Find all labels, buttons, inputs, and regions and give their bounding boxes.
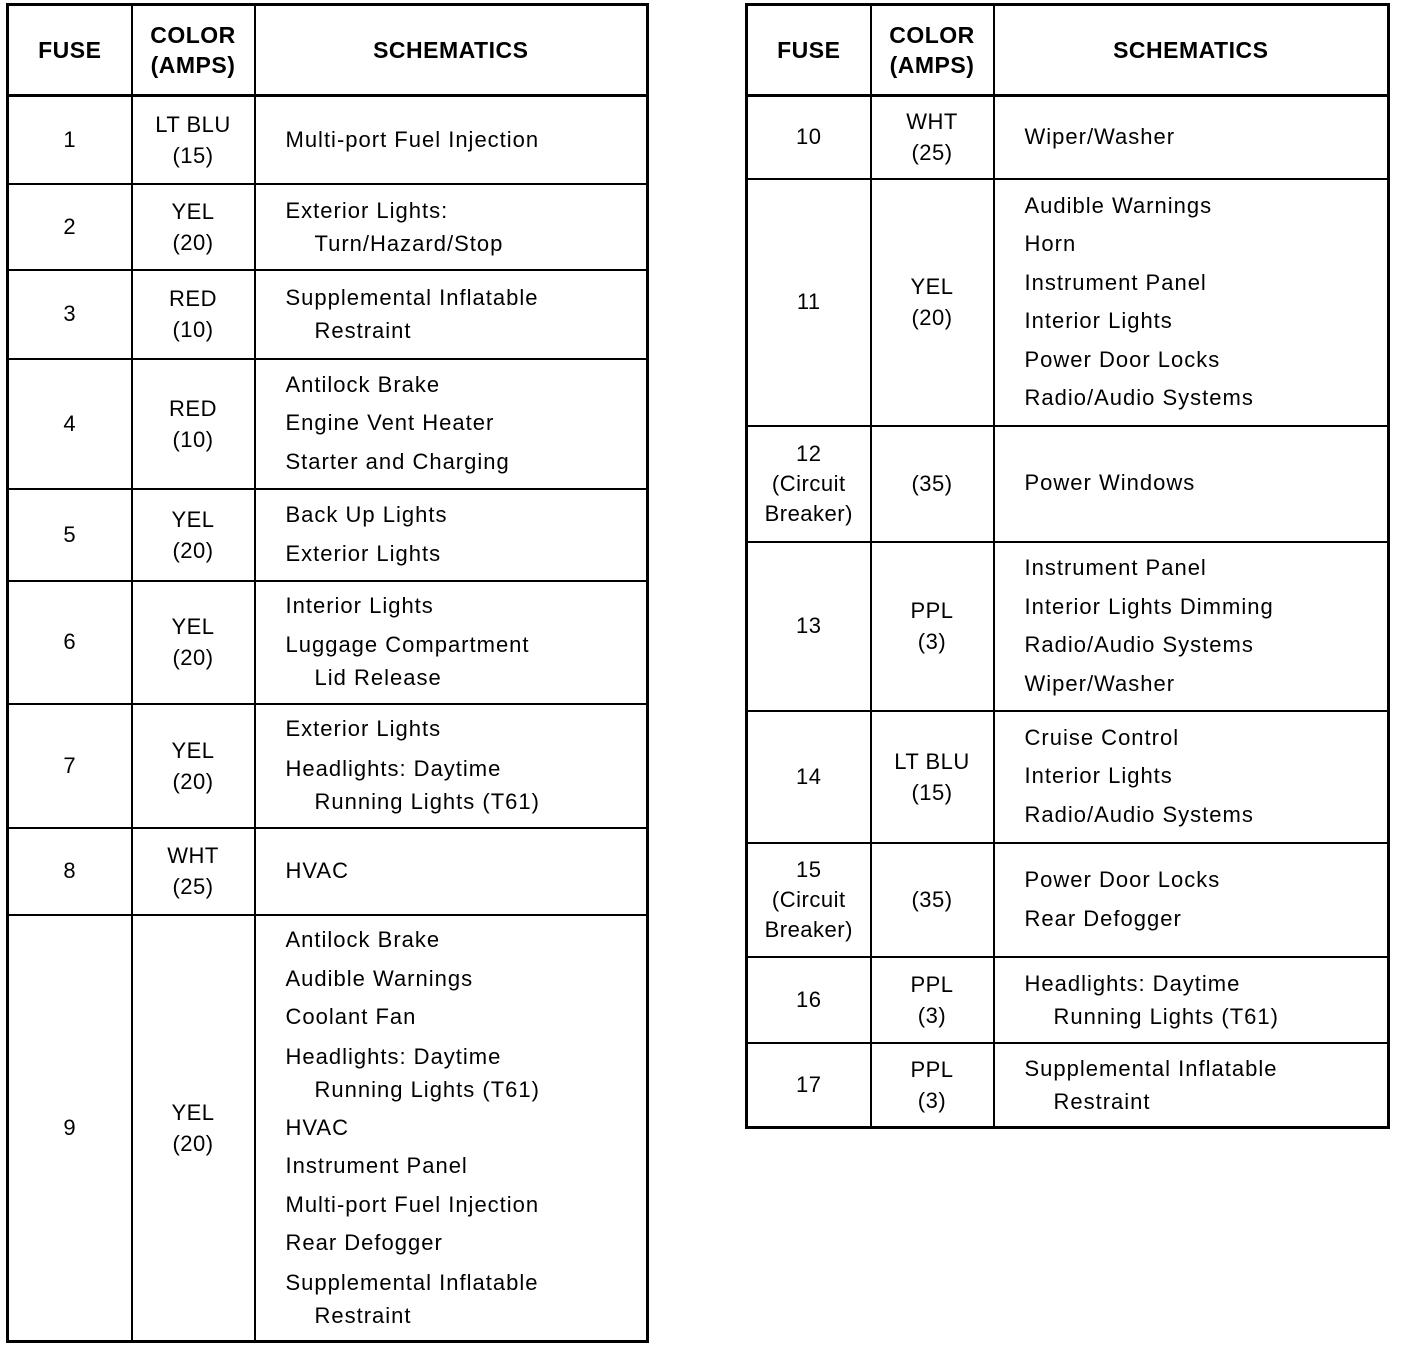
fuse-number: 6 [63,629,77,654]
fuse-number-cell [8,96,132,184]
fuse-number-cell [8,828,132,915]
fuse-number-cell [747,843,871,957]
schematic-line: Audible Warnings [1024,192,1213,218]
schematic-item [1025,549,1388,588]
schematic-item [1025,757,1388,796]
schematic-item [286,404,647,443]
schematic-line: Interior Lights [285,592,434,618]
fuse-number-cell [8,704,132,828]
schematic-item [1025,302,1388,341]
fuse-color-amps: RED [169,395,217,421]
schematic-line: HVAC [285,1114,349,1140]
fuse-color-amps: YEL [171,1099,215,1125]
schematic-item [286,998,647,1037]
fuse-table-left-body [8,96,648,1342]
fuse-number-cell [747,1043,871,1128]
schematic-line: Supplemental Inflatable [285,1269,539,1295]
schematic-item [286,628,647,694]
schematic-line: Antilock Brake [285,371,441,397]
schematic-item [286,443,647,482]
fuse-table-left [6,3,649,1343]
header-fuse: FUSE [747,5,871,96]
fuse-number: 16 [796,986,822,1012]
fuse-color-amps: WHT [906,109,958,135]
fuse-color-amps: (35) [911,471,953,496]
fuse-color-amps: (20) [172,645,214,670]
fuse-color-cell [871,96,994,179]
fuse-color-amps: YEL [171,614,215,639]
schematic-line: Power Windows [1024,470,1196,496]
schematic-line: Restraint [314,318,412,343]
header-color-line2: (AMPS) [150,52,236,78]
schematic-line: Wiper/Washer [1024,124,1176,149]
schematics-cell [255,359,648,489]
schematic-item [286,587,647,626]
schematic-item [1025,464,1388,503]
fuse-row [8,704,648,828]
schematic-line: Horn [1024,231,1077,256]
schematic-line: Lid Release [314,665,442,691]
schematic-line: Restraint [1053,1088,1151,1114]
header-color [871,5,994,96]
fuse-number-cell [747,96,871,179]
schematic-line: Instrument Panel [1024,269,1207,295]
fuse-row [8,581,648,704]
fuse-number: 14 [796,763,822,789]
fuse-number: 4 [63,410,77,436]
schematics-cell [994,711,1389,843]
fuse-color-cell [132,359,255,489]
fuse-number: 10 [796,124,822,150]
schematics-cell [994,426,1389,542]
fuse-color-cell [871,957,994,1043]
schematic-line: Headlights: Daytime [285,755,502,781]
fuse-number: 8 [63,858,77,883]
schematics-cell [994,96,1389,179]
fuse-color-amps: (15) [911,779,953,805]
fuse-color-cell [132,704,255,828]
schematics-cell [255,184,648,270]
schematic-item [1025,118,1388,157]
schematic-line: Running Lights (T61) [314,1076,540,1102]
schematic-item [1025,588,1388,627]
fuse-color-amps: RED [169,286,217,311]
schematic-line: Radio/Audio Systems [1024,632,1254,657]
fuse-number: 17 [796,1071,822,1097]
schematic-item [1025,900,1388,939]
fuse-color-amps: (3) [917,629,947,654]
schematic-line: Exterior Lights: [285,197,449,223]
fuse-color-amps: (15) [172,142,214,168]
fuse-number-cell [8,270,132,359]
schematic-item [286,194,647,260]
fuse-color-amps: (35) [911,887,953,912]
fuse-number: (Circuit [771,886,846,912]
fuse-color-amps: (25) [911,140,953,166]
header-color-line1: COLOR [889,22,975,48]
schematic-line: Instrument Panel [285,1153,468,1178]
header-row [747,5,1389,96]
schematic-line: Exterior Lights [285,540,442,566]
fuse-table-right [745,3,1390,1129]
schematic-item [1025,626,1388,665]
schematic-line: Power Door Locks [1024,867,1221,892]
fuse-number-cell [747,711,871,843]
schematic-item [286,121,647,160]
fuse-number: 5 [63,521,77,547]
schematics-cell [994,957,1389,1043]
schematics-cell [255,489,648,581]
fuse-color-cell [871,843,994,957]
fuse-number: 13 [796,613,822,638]
fuse-color-cell [871,542,994,711]
schematic-line: Audible Warnings [285,965,474,991]
schematic-line: Coolant Fan [285,1004,417,1029]
fuse-color-cell [871,711,994,843]
fuse-number-cell [747,957,871,1043]
schematic-item [286,921,647,960]
schematic-item [286,960,647,999]
fuse-color-cell [132,96,255,184]
fuse-number-cell [8,915,132,1342]
schematics-cell [255,270,648,359]
schematics-cell [255,828,648,915]
schematics-cell [994,179,1389,426]
fuse-color-cell [132,915,255,1342]
fuse-row [8,359,648,489]
fuse-color-cell [871,179,994,426]
fuse-color-amps: (20) [172,537,214,563]
schematic-item [286,281,647,347]
fuse-number: 3 [63,301,77,326]
fuse-color-cell [132,581,255,704]
schematic-item [286,1109,647,1148]
fuse-color-cell [132,270,255,359]
fuse-number: 15 [796,856,822,882]
schematics-cell [255,915,648,1342]
fuse-color-amps: (20) [172,1130,214,1156]
fuse-color-amps: LT BLU [894,748,970,774]
fuse-color-amps: YEL [171,506,215,532]
schematic-line: Power Door Locks [1024,346,1221,372]
schematic-line: Multi-port Fuel Injection [285,126,540,152]
fuse-row [8,915,648,1342]
fuse-row [747,96,1389,179]
schematic-item [1025,796,1388,835]
fuse-color-amps: (3) [917,1002,947,1028]
fuse-row [747,426,1389,542]
fuse-color-amps: YEL [171,737,215,763]
schematic-line: Interior Lights Dimming [1024,593,1274,619]
fuse-color-amps: (10) [172,426,214,452]
schematic-line: Interior Lights [1024,763,1173,789]
header-row [8,5,648,96]
fuse-row [747,843,1389,957]
fuse-color-amps: (25) [172,874,214,899]
schematic-item [286,1186,647,1225]
schematic-item [286,752,647,818]
fuse-color-amps: WHT [167,843,219,868]
schematics-cell [994,542,1389,711]
fuse-number-cell [8,184,132,270]
header-fuse: FUSE [8,5,132,96]
fuse-color-cell [871,426,994,542]
schematic-line: Restraint [314,1302,412,1328]
fuse-color-amps: (20) [911,305,953,330]
fuse-color-cell [871,1043,994,1128]
fuse-number-cell [747,179,871,426]
schematic-line: Back Up Lights [285,502,448,527]
schematic-item [1025,225,1388,264]
schematic-item [286,852,647,891]
fuse-color-amps: (20) [172,229,214,255]
fuse-row [8,184,648,270]
schematic-line: Rear Defogger [1024,905,1182,931]
schematic-line: Supplemental Inflatable [1024,1055,1278,1081]
fuse-number-cell [8,359,132,489]
fuse-number: 2 [63,213,77,239]
header-color-line1: COLOR [150,22,236,48]
fuse-color-amps: (20) [172,768,214,794]
fuse-number: 1 [63,126,77,152]
schematic-line: HVAC [285,857,349,883]
schematic-item [1025,379,1388,418]
schematic-line: Radio/Audio Systems [1024,801,1254,827]
schematic-item [1025,665,1388,704]
schematic-item [286,1266,647,1332]
fuse-color-amps: (10) [172,317,214,342]
fuse-color-amps: (3) [917,1087,947,1113]
schematic-line: Headlights: Daytime [1024,970,1241,996]
fuse-color-cell [132,489,255,581]
fuse-table-right-body [747,96,1389,1128]
schematic-item [286,535,647,574]
fuse-row [8,96,648,184]
schematic-line: Starter and Charging [285,448,510,474]
schematic-line: Luggage Compartment [285,632,530,658]
schematic-item [1025,187,1388,226]
schematic-item [1025,967,1388,1033]
fuse-row [747,711,1389,843]
fuse-number-cell [8,581,132,704]
fuse-number-cell [747,426,871,542]
header-color-line2: (AMPS) [889,52,975,78]
schematic-line: Radio/Audio Systems [1024,385,1254,410]
schematic-item [286,710,647,749]
fuse-number: Breaker) [764,500,853,526]
fuse-color-amps: YEL [171,198,215,224]
schematics-cell [255,96,648,184]
schematic-line: Instrument Panel [1024,555,1207,580]
schematic-line: Multi-port Fuel Injection [285,1191,540,1217]
fuse-color-cell [132,184,255,270]
schematic-item [286,1040,647,1106]
fuse-color-amps: YEL [910,274,954,299]
fuse-number: 7 [63,752,77,778]
schematic-line: Headlights: Daytime [285,1043,502,1069]
fuse-color-amps: PPL [910,598,954,623]
schematic-line: Antilock Brake [285,927,441,952]
schematic-item [286,496,647,535]
fuse-row [747,957,1389,1043]
schematic-line: Rear Defogger [285,1230,443,1255]
schematic-item [1025,719,1388,758]
schematic-line: Interior Lights [1024,308,1173,333]
schematic-item [1025,341,1388,380]
schematic-item [286,1224,647,1263]
fuse-number: (Circuit [771,470,846,496]
fuse-color-amps: LT BLU [155,111,231,137]
fuse-color-cell [132,828,255,915]
fuse-row [747,179,1389,426]
schematic-item [286,366,647,405]
schematic-line: Cruise Control [1024,724,1180,750]
schematic-line: Exterior Lights [285,716,442,742]
fuse-color-amps: PPL [910,1056,954,1082]
schematics-cell [994,1043,1389,1128]
fuse-row [747,1043,1389,1128]
fuse-row [8,489,648,581]
header-schematics: SCHEMATICS [255,5,648,96]
schematic-line: Engine Vent Heater [285,410,495,436]
fuse-number: 9 [63,1114,77,1140]
schematic-item [1025,1052,1388,1118]
fuse-color-amps: PPL [910,971,954,997]
schematic-line: Turn/Hazard/Stop [314,230,504,256]
schematics-cell [255,581,648,704]
schematic-line: Running Lights (T61) [1053,1003,1279,1029]
schematics-cell [994,843,1389,957]
fuse-number-cell [8,489,132,581]
fuse-row [747,542,1389,711]
schematic-line: Wiper/Washer [1024,670,1176,696]
schematic-item [286,1147,647,1186]
header-color [132,5,255,96]
schematic-item [1025,264,1388,303]
header-schematics: SCHEMATICS [994,5,1389,96]
fuse-row [8,828,648,915]
fuse-row [8,270,648,359]
fuse-number-cell [747,542,871,711]
fuse-number: 11 [796,289,821,314]
schematic-item [1025,861,1388,900]
schematic-line: Running Lights (T61) [314,788,540,814]
fuse-number: Breaker) [764,916,853,942]
schematic-line: Supplemental Inflatable [285,285,539,310]
fuse-number: 12 [796,440,822,466]
schematics-cell [255,704,648,828]
